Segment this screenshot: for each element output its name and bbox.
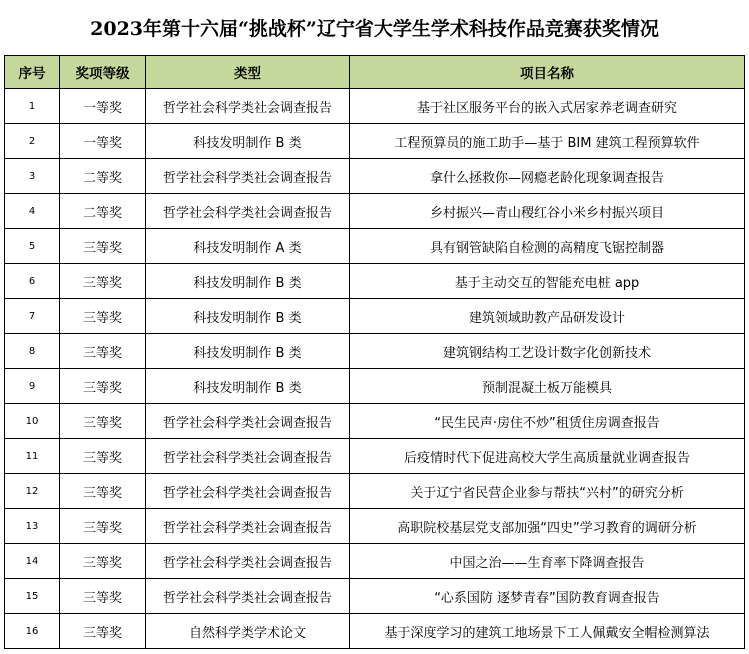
cell-award-level: 三等奖 (60, 439, 146, 474)
cell-project-name: 关于辽宁省民营企业参与帮扶“兴村”的研究分析 (350, 474, 745, 509)
cell-index: 1 (5, 89, 60, 124)
cell-award-level: 二等奖 (60, 159, 146, 194)
cell-category: 自然科学类学术论文 (146, 614, 350, 649)
cell-project-name: 建筑领域助教产品研发设计 (350, 299, 745, 334)
cell-award-level: 三等奖 (60, 229, 146, 264)
table-row (5, 404, 745, 439)
cell-award-level: 三等奖 (60, 509, 146, 544)
table-row (5, 124, 745, 159)
table-row (5, 194, 745, 229)
cell-category: 科技发明制作 A 类 (146, 229, 350, 264)
cell-project-name: 建筑钢结构工艺设计数字化创新技术 (350, 334, 745, 369)
cell-category: 科技发明制作 B 类 (146, 124, 350, 159)
table-row (5, 614, 745, 649)
table-row (5, 334, 745, 369)
cell-category: 科技发明制作 B 类 (146, 264, 350, 299)
table-row (5, 509, 745, 544)
header-category: 类型 (146, 56, 350, 89)
cell-category: 哲学社会科学类社会调查报告 (146, 89, 350, 124)
cell-category: 科技发明制作 B 类 (146, 299, 350, 334)
cell-project-name: 预制混凝土板万能模具 (350, 369, 745, 404)
cell-index: 7 (5, 299, 60, 334)
cell-index: 14 (5, 544, 60, 579)
cell-index: 9 (5, 369, 60, 404)
table-row (5, 544, 745, 579)
header-project-name: 项目名称 (350, 56, 745, 89)
cell-index: 13 (5, 509, 60, 544)
cell-index: 10 (5, 404, 60, 439)
cell-index: 15 (5, 579, 60, 614)
cell-category: 科技发明制作 B 类 (146, 334, 350, 369)
cell-project-name: 拿什么拯救你—网瘾老龄化现象调查报告 (350, 159, 745, 194)
cell-index: 5 (5, 229, 60, 264)
cell-index: 12 (5, 474, 60, 509)
cell-project-name: 高职院校基层党支部加强“四史”学习教育的调研分析 (350, 509, 745, 544)
cell-category: 哲学社会科学类社会调查报告 (146, 194, 350, 229)
table-row (5, 299, 745, 334)
cell-category: 哲学社会科学类社会调查报告 (146, 509, 350, 544)
table-row (5, 439, 745, 474)
cell-award-level: 一等奖 (60, 124, 146, 159)
cell-award-level: 三等奖 (60, 334, 146, 369)
cell-category: 哲学社会科学类社会调查报告 (146, 439, 350, 474)
cell-index: 11 (5, 439, 60, 474)
table-row (5, 264, 745, 299)
cell-index: 8 (5, 334, 60, 369)
header-index: 序号 (5, 56, 60, 89)
cell-index: 16 (5, 614, 60, 649)
cell-award-level: 三等奖 (60, 579, 146, 614)
cell-award-level: 三等奖 (60, 404, 146, 439)
table-row (5, 229, 745, 264)
cell-award-level: 三等奖 (60, 264, 146, 299)
cell-project-name: “心系国防 逐梦青春”国防教育调查报告 (350, 579, 745, 614)
cell-category: 科技发明制作 B 类 (146, 369, 350, 404)
cell-project-name: 具有钢管缺陷自检测的高精度飞锯控制器 (350, 229, 745, 264)
table-row (5, 369, 745, 404)
cell-category: 哲学社会科学类社会调查报告 (146, 474, 350, 509)
table-row (5, 89, 745, 124)
table-row (5, 159, 745, 194)
cell-index: 3 (5, 159, 60, 194)
cell-award-level: 三等奖 (60, 474, 146, 509)
cell-award-level: 二等奖 (60, 194, 146, 229)
cell-award-level: 三等奖 (60, 614, 146, 649)
cell-award-level: 三等奖 (60, 299, 146, 334)
cell-project-name: 后疫情时代下促进高校大学生高质量就业调查报告 (350, 439, 745, 474)
cell-index: 6 (5, 264, 60, 299)
cell-category: 哲学社会科学类社会调查报告 (146, 404, 350, 439)
cell-project-name: 乡村振兴—青山稷红谷小米乡村振兴项目 (350, 194, 745, 229)
awards-table (4, 55, 745, 649)
cell-project-name: 中国之治——生育率下降调查报告 (350, 544, 745, 579)
cell-award-level: 一等奖 (60, 89, 146, 124)
cell-category: 哲学社会科学类社会调查报告 (146, 159, 350, 194)
cell-project-name: “民生民声·房住不炒”租赁住房调查报告 (350, 404, 745, 439)
cell-award-level: 三等奖 (60, 544, 146, 579)
cell-category: 哲学社会科学类社会调查报告 (146, 544, 350, 579)
cell-project-name: 基于社区服务平台的嵌入式居家养老调查研究 (350, 89, 745, 124)
document-title: 2023年第十六届“挑战杯”辽宁省大学生学术科技作品竞赛获奖情况 (90, 17, 659, 40)
cell-project-name: 基于深度学习的建筑工地场景下工人佩戴安全帽检测算法 (350, 614, 745, 649)
header-award-level: 奖项等级 (60, 56, 146, 89)
cell-project-name: 基于主动交互的智能充电桩 app (350, 264, 745, 299)
cell-project-name: 工程预算员的施工助手—基于 BIM 建筑工程预算软件 (350, 124, 745, 159)
table-row (5, 579, 745, 614)
cell-award-level: 三等奖 (60, 369, 146, 404)
cell-index: 2 (5, 124, 60, 159)
cell-category: 哲学社会科学类社会调查报告 (146, 579, 350, 614)
table-row (5, 474, 745, 509)
cell-index: 4 (5, 194, 60, 229)
table-header-row (5, 56, 745, 89)
